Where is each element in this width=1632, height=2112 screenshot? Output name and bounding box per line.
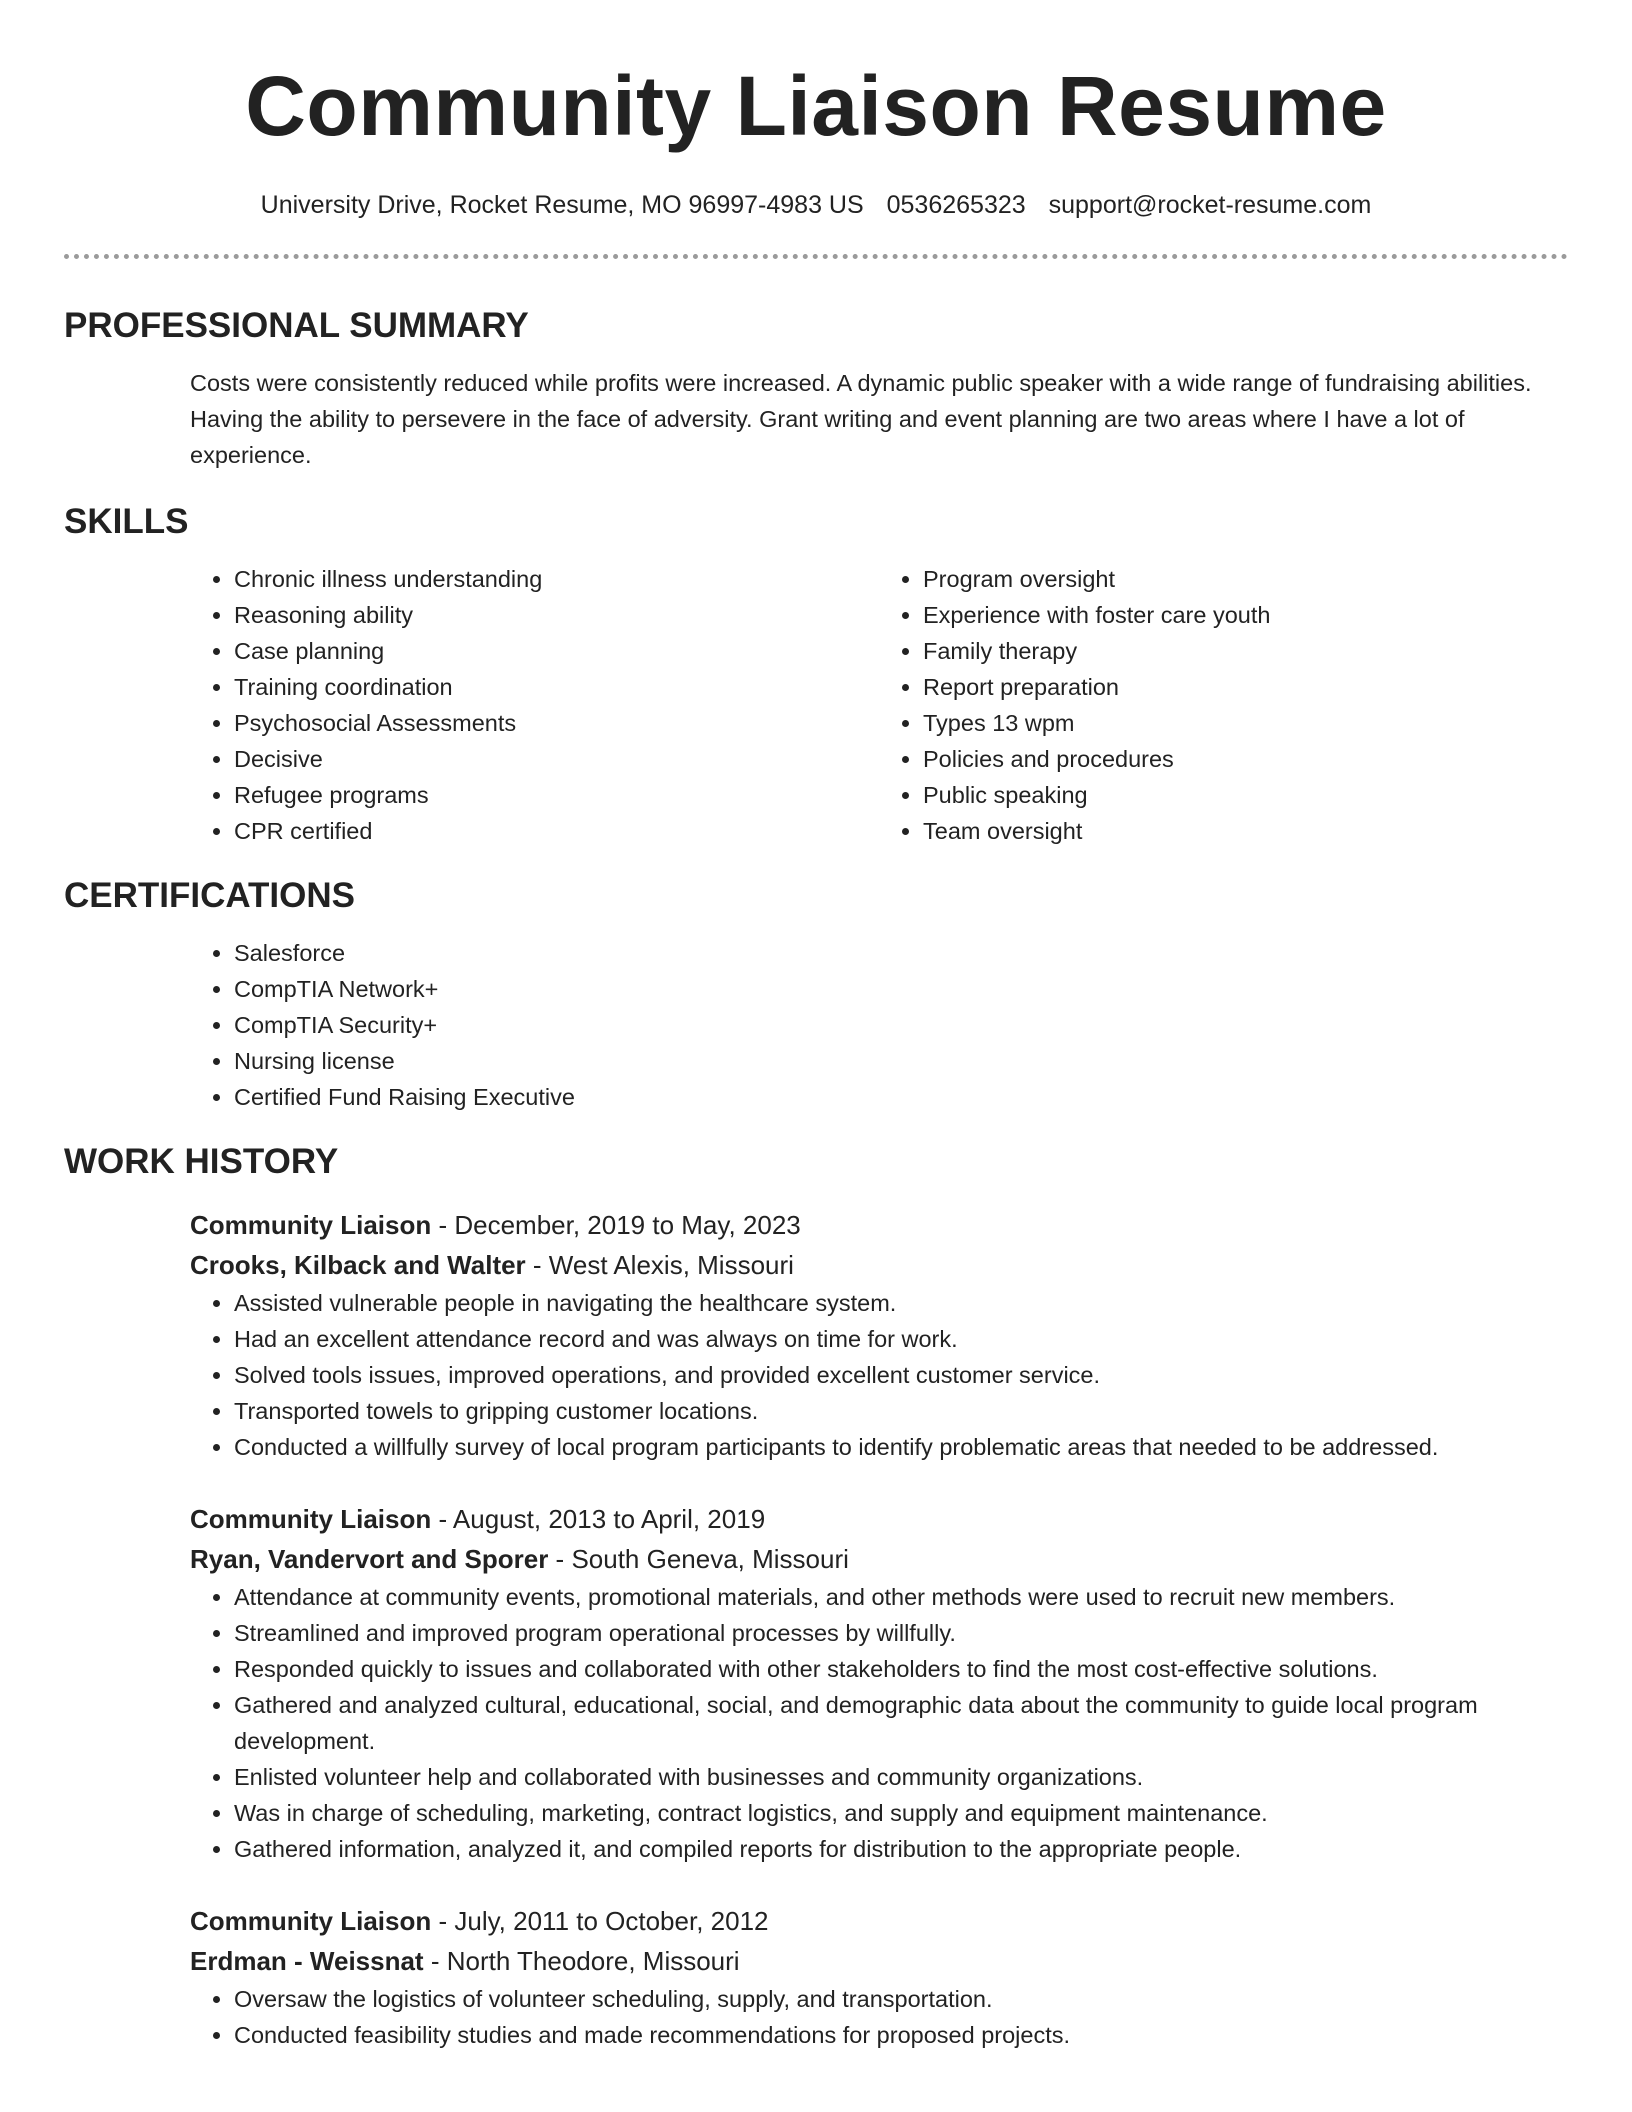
skills-column-left [190,561,879,849]
job-location: West Alexis, Missouri [548,1250,794,1280]
job-title: Community Liaison [190,1210,432,1240]
skill-item: • CPR certified [234,813,879,849]
contact-address: University Drive, Rocket Resume, MO 96997-4983 US [260,191,864,219]
job-title: Community Liaison [190,1906,432,1936]
job-duty: • Attendance at community events, promotional materials, and other methods were used to recruit new members. [234,1579,1568,1615]
job-title-line: Community Liaison - August, 2013 to April, 2019 [190,1504,766,1534]
skill-item: • Experience with foster care youth [923,597,1568,633]
summary-text: Costs were consistently reduced while profits were increased. A dynamic public speaker with a wide range of fundraising abilities. Having the ability to persevere in the face of adversity. Grant writing and event planning are two areas where I have a lot of experience. [190,370,1532,468]
job-company-line: Ryan, Vandervort and Sporer - South Geneva, Missouri [190,1544,849,1574]
job-duty: • Transported towels to gripping customer locations. [234,1393,1568,1429]
job-duty: • Assisted vulnerable people in navigating the healthcare system. [234,1285,1568,1321]
skill-item: • Team oversight [923,813,1568,849]
summary-heading: PROFESSIONAL SUMMARY [64,306,529,345]
contact-email: support@rocket-resume.com [1048,191,1372,219]
skills-heading: SKILLS [64,502,189,541]
job-duty: • Responded quickly to issues and collaborated with other stakeholders to find the most cost-effective solutions. [234,1651,1568,1687]
skill-item: • Psychosocial Assessments [234,705,879,741]
resume-title: Community Liaison Resume [245,59,1387,153]
skill-item: • Decisive [234,741,879,777]
job-entry [190,1205,1568,1465]
job-dates: July, 2011 to October, 2012 [454,1906,769,1936]
job-dates: August, 2013 to April, 2019 [452,1504,766,1534]
certification-item: • CompTIA Security+ [234,1007,1568,1043]
skill-item: • Family therapy [923,633,1568,669]
job-duties [190,1579,1568,1867]
skill-item: • Types 13 wpm [923,705,1568,741]
skill-item: • Case planning [234,633,879,669]
job-duty: • Gathered information, analyzed it, and compiled reports for distribution to the appropriate people. [234,1831,1568,1867]
job-company: Crooks, Kilback and Walter [190,1250,526,1280]
certifications-list [190,935,1568,1115]
skill-item: • Reasoning ability [234,597,879,633]
skill-item: • Training coordination [234,669,879,705]
skills-list [190,561,1568,849]
header-divider [64,254,1568,259]
job-duties [190,1285,1568,1465]
job-location: South Geneva, Missouri [571,1544,849,1574]
job-duties [190,1981,1568,2053]
job-duty: • Streamlined and improved program operational processes by willfully. [234,1615,1568,1651]
skills-column-right [879,561,1568,849]
job-entry [190,1901,1568,2053]
skill-item: • Program oversight [923,561,1568,597]
job-title: Community Liaison [190,1504,432,1534]
certification-item: • Certified Fund Raising Executive [234,1079,1568,1115]
job-duty: • Had an excellent attendance record and was always on time for work. [234,1321,1568,1357]
job-company-line: Crooks, Kilback and Walter - West Alexis, Missouri [190,1250,794,1280]
job-duty: • Conducted feasibility studies and made recommendations for proposed projects. [234,2017,1568,2053]
work-history-heading: WORK HISTORY [64,1142,339,1181]
job-duty: • Gathered and analyzed cultural, educational, social, and demographic data about the community to guide local program development. [234,1687,1568,1759]
certifications-heading: CERTIFICATIONS [64,876,356,915]
job-duty: • Solved tools issues, improved operations, and provided excellent customer service. [234,1357,1568,1393]
job-dates: December, 2019 to May, 2023 [454,1210,801,1240]
certification-item: • Salesforce [234,935,1568,971]
skill-item: • Report preparation [923,669,1568,705]
job-company: Ryan, Vandervort and Sporer [190,1544,549,1574]
certification-item: • Nursing license [234,1043,1568,1079]
contact-phone: 0536265323 [886,191,1026,219]
job-company: Erdman - Weissnat [190,1946,424,1976]
job-duty: • Enlisted volunteer help and collaborated with businesses and community organizations. [234,1759,1568,1795]
job-duty: • Oversaw the logistics of volunteer scheduling, supply, and transportation. [234,1981,1568,2017]
job-location: North Theodore, Missouri [446,1946,740,1976]
skill-item: • Refugee programs [234,777,879,813]
job-duty: • Conducted a willfully survey of local program participants to identify problematic areas that needed to be addressed. [234,1429,1568,1465]
job-entry [190,1499,1568,1867]
skill-item: • Public speaking [923,777,1568,813]
certification-item: • CompTIA Network+ [234,971,1568,1007]
job-company-line: Erdman - Weissnat - North Theodore, Missouri [190,1946,740,1976]
skill-item: • Chronic illness understanding [234,561,879,597]
job-title-line: Community Liaison - July, 2011 to October, 2012 [190,1906,769,1936]
contact-line [64,190,1568,220]
skill-item: • Policies and procedures [923,741,1568,777]
job-title-line: Community Liaison - December, 2019 to May, 2023 [190,1210,801,1240]
certifications-bullets [190,935,1568,1115]
job-duty: • Was in charge of scheduling, marketing, contract logistics, and supply and equipment maintenance. [234,1795,1568,1831]
